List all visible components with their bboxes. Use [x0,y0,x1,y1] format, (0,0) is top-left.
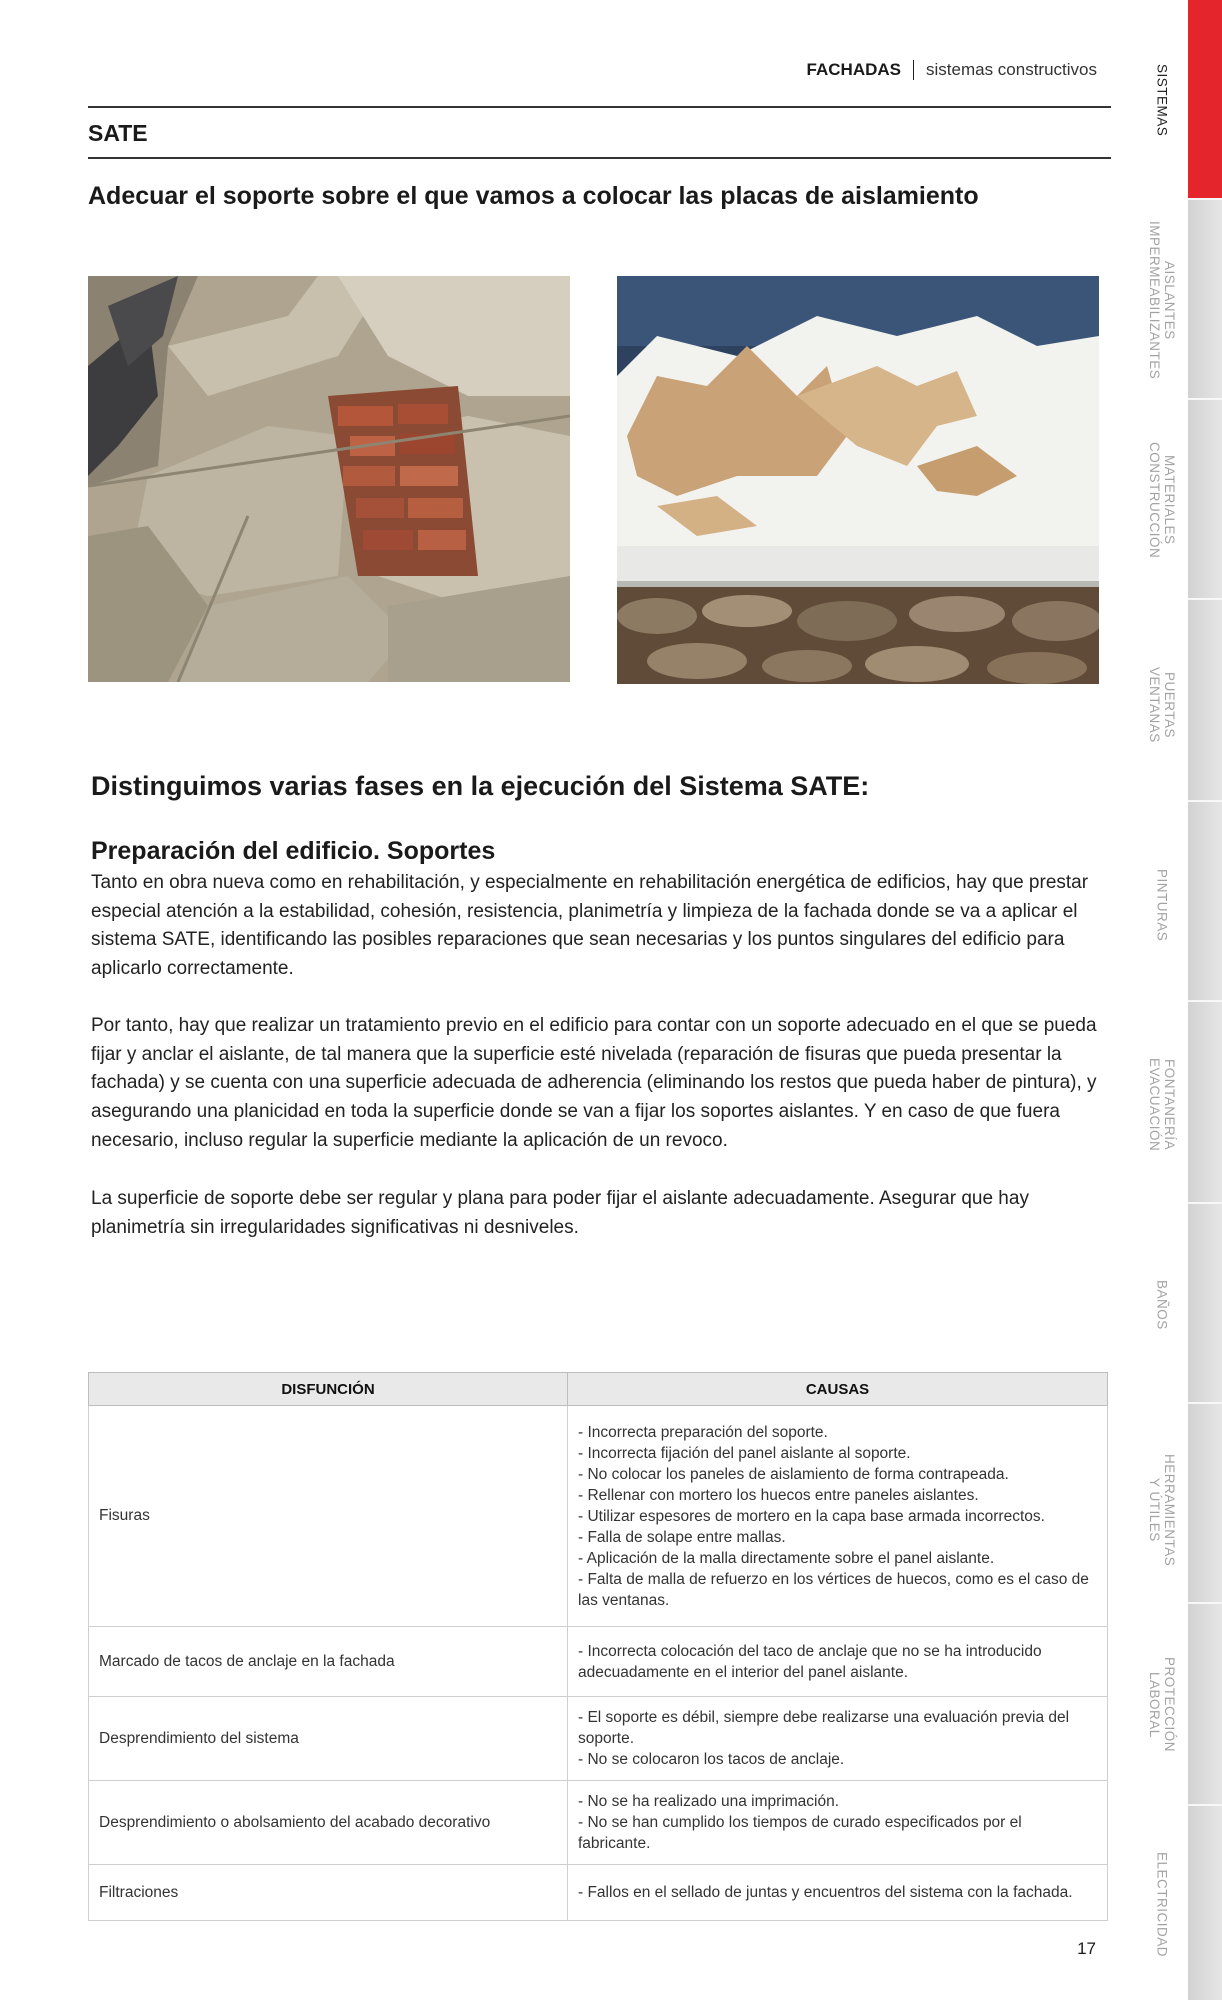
table-header-row [89,1373,1108,1406]
cause-line: - Falla de solape entre mallas. [578,1528,786,1546]
cause-line: - Aplicación de la malla directamente sobre el panel aislante. [578,1549,995,1567]
sidebar-label-fontaneria[interactable]: FONTANERÍA EVACUACIÓN [1147,1058,1177,1152]
page-title: SATE [88,120,148,146]
photo-peeling-paint-facade [617,276,1099,684]
sidebar-label-herramientas[interactable]: HERRAMIENTAS Y ÚTILES [1147,1453,1177,1567]
sidebar-tab-puertas[interactable] [1188,598,1222,800]
sidebar-label-aislantes[interactable]: AISLANTES IMPERMEABILIZANTES [1147,220,1177,380]
cause-line: - El soporte es débil, siempre debe realizarse una evaluación previa del soporte. [578,1709,1070,1747]
sidebar-label-banos[interactable]: BAÑOS [1154,1280,1170,1330]
cause-line: - Falta de malla de refuerzo en los vértices de huecos, como es el caso de las ventanas. [578,1570,1089,1609]
sidebar-label-pinturas[interactable]: PINTURAS [1154,868,1170,942]
cause-line: - No se han cumplido los tiempos de curado especificados por el fabricante. [578,1814,1022,1852]
sidebar-label-puertas[interactable]: PUERTAS VENTANAS [1147,667,1177,743]
paragraph-2: Por tanto, hay que realizar un tratamiento previo en el edificio para contar con un soporte adecuado en el que se pueda fijar y anclar el aislante, de tal manera que la superficie esté nivelada (reparación de fisuras que pueda presentar la fachada) y se cuenta con una superficie adecuada de adherencia (eliminando los restos que pueda haber de pintura), y asegurando una planicidad en toda la superficie donde se van a fijar los soportes aislantes. Y en caso de que fuera necesario, incluso regular la superficie mediante la aplicación de un revoco. [91,1015,1097,1151]
sidebar-label-sistemas[interactable]: SISTEMAS [1154,63,1170,137]
table-row [89,1781,1108,1865]
table-row [89,1697,1108,1781]
causas-cell [568,1781,1108,1865]
header-section: FACHADAS [806,60,901,79]
cause-line: - Incorrecta preparación del soporte. [578,1423,828,1441]
title-rule [88,157,1111,159]
disfuncion-cell: Fisuras [89,1406,568,1627]
sidebar-tab-materiales[interactable] [1188,398,1222,598]
sidebar-tab-fontaneria[interactable] [1188,1000,1222,1202]
header-divider [913,60,914,80]
preparation-subheading: Preparación del edificio. Soportes [91,837,496,865]
phases-heading: Distinguimos varias fases en la ejecución del Sistema SATE: [91,771,870,801]
sidebar-tab-herramientas[interactable] [1188,1402,1222,1602]
causas-cell [568,1697,1108,1781]
cause-line: - Incorrecta colocación del taco de anclaje que no se ha introducido adecuadamente en el interior del panel aislante. [578,1642,1042,1681]
table-row [89,1406,1108,1627]
page-number: 17 [1077,1939,1096,1958]
photo-damaged-stone-wall [88,276,570,682]
sidebar-tab-banos[interactable] [1188,1202,1222,1402]
disfuncion-cell: Desprendimiento del sistema [89,1697,568,1781]
cause-line: - Fallos en el sellado de juntas y encuentros del sistema con la fachada. [578,1884,1073,1901]
sidebar-label-electricidad[interactable]: ELECTRICIDAD [1154,1852,1170,1958]
column-header-disfuncion: DISFUNCIÓN [89,1373,568,1406]
disfuncion-cell: Filtraciones [89,1865,568,1921]
causas-cell [568,1865,1108,1921]
causas-cell [568,1627,1108,1697]
sidebar-label-materiales[interactable]: MATERIALES CONSTRUCCIÓN [1147,441,1177,559]
page-header [807,60,1097,80]
header-subsection: sistemas constructivos [926,60,1097,79]
cause-line: - No colocar los paneles de aislamiento de forma contrapeada. [578,1465,1009,1483]
paragraph-3: La superficie de soporte debe ser regular y plana para poder fijar el aislante adecuadamente. Asegurar que hay planimetría sin irregularidades significativas ni desniveles. [91,1188,1029,1238]
cause-line: - No se ha realizado una imprimación. [578,1793,840,1810]
table-row [89,1865,1108,1921]
disfuncion-cell: Marcado de tacos de anclaje en la fachada [89,1627,568,1697]
causas-cell [568,1406,1108,1627]
cause-line: - Incorrecta fijación del panel aislante al soporte. [578,1444,911,1462]
section-sidebar [1188,0,1222,2000]
section-subtitle: Adecuar el soporte sobre el que vamos a colocar las placas de aislamiento [88,182,979,210]
sidebar-tab-aislantes[interactable] [1188,198,1222,398]
sidebar-tab-sistemas[interactable] [1188,0,1222,198]
disfuncion-cell: Desprendimiento o abolsamiento del acabado decorativo [89,1781,568,1865]
column-header-causas: CAUSAS [568,1373,1108,1406]
header-rule [88,106,1111,108]
cause-line: - Rellenar con mortero los huecos entre paneles aislantes. [578,1486,979,1504]
table-row [89,1627,1108,1697]
paragraph-1: Tanto en obra nueva como en rehabilitación, y especialmente en rehabilitación energética de edificios, hay que prestar especial atención a la estabilidad, cohesión, resistencia, planimetría y limpieza de la fachada donde se va a aplicar el sistema SATE, identificando las posibles reparaciones que sean necesarias y los puntos singulares del edificio para aplicarlo correctamente. [91,872,1089,980]
disfunction-table [88,1372,1108,1921]
sidebar-tab-electricidad[interactable] [1188,1804,1222,2000]
sidebar-label-proteccion[interactable]: PROTECCIÓN LABORAL [1147,1657,1177,1753]
cause-line: - Utilizar espesores de mortero en la capa base armada incorrectos. [578,1507,1045,1525]
sidebar-tab-proteccion[interactable] [1188,1602,1222,1804]
sidebar-tab-pinturas[interactable] [1188,800,1222,1000]
cause-line: - No se colocaron los tacos de anclaje. [578,1751,845,1768]
